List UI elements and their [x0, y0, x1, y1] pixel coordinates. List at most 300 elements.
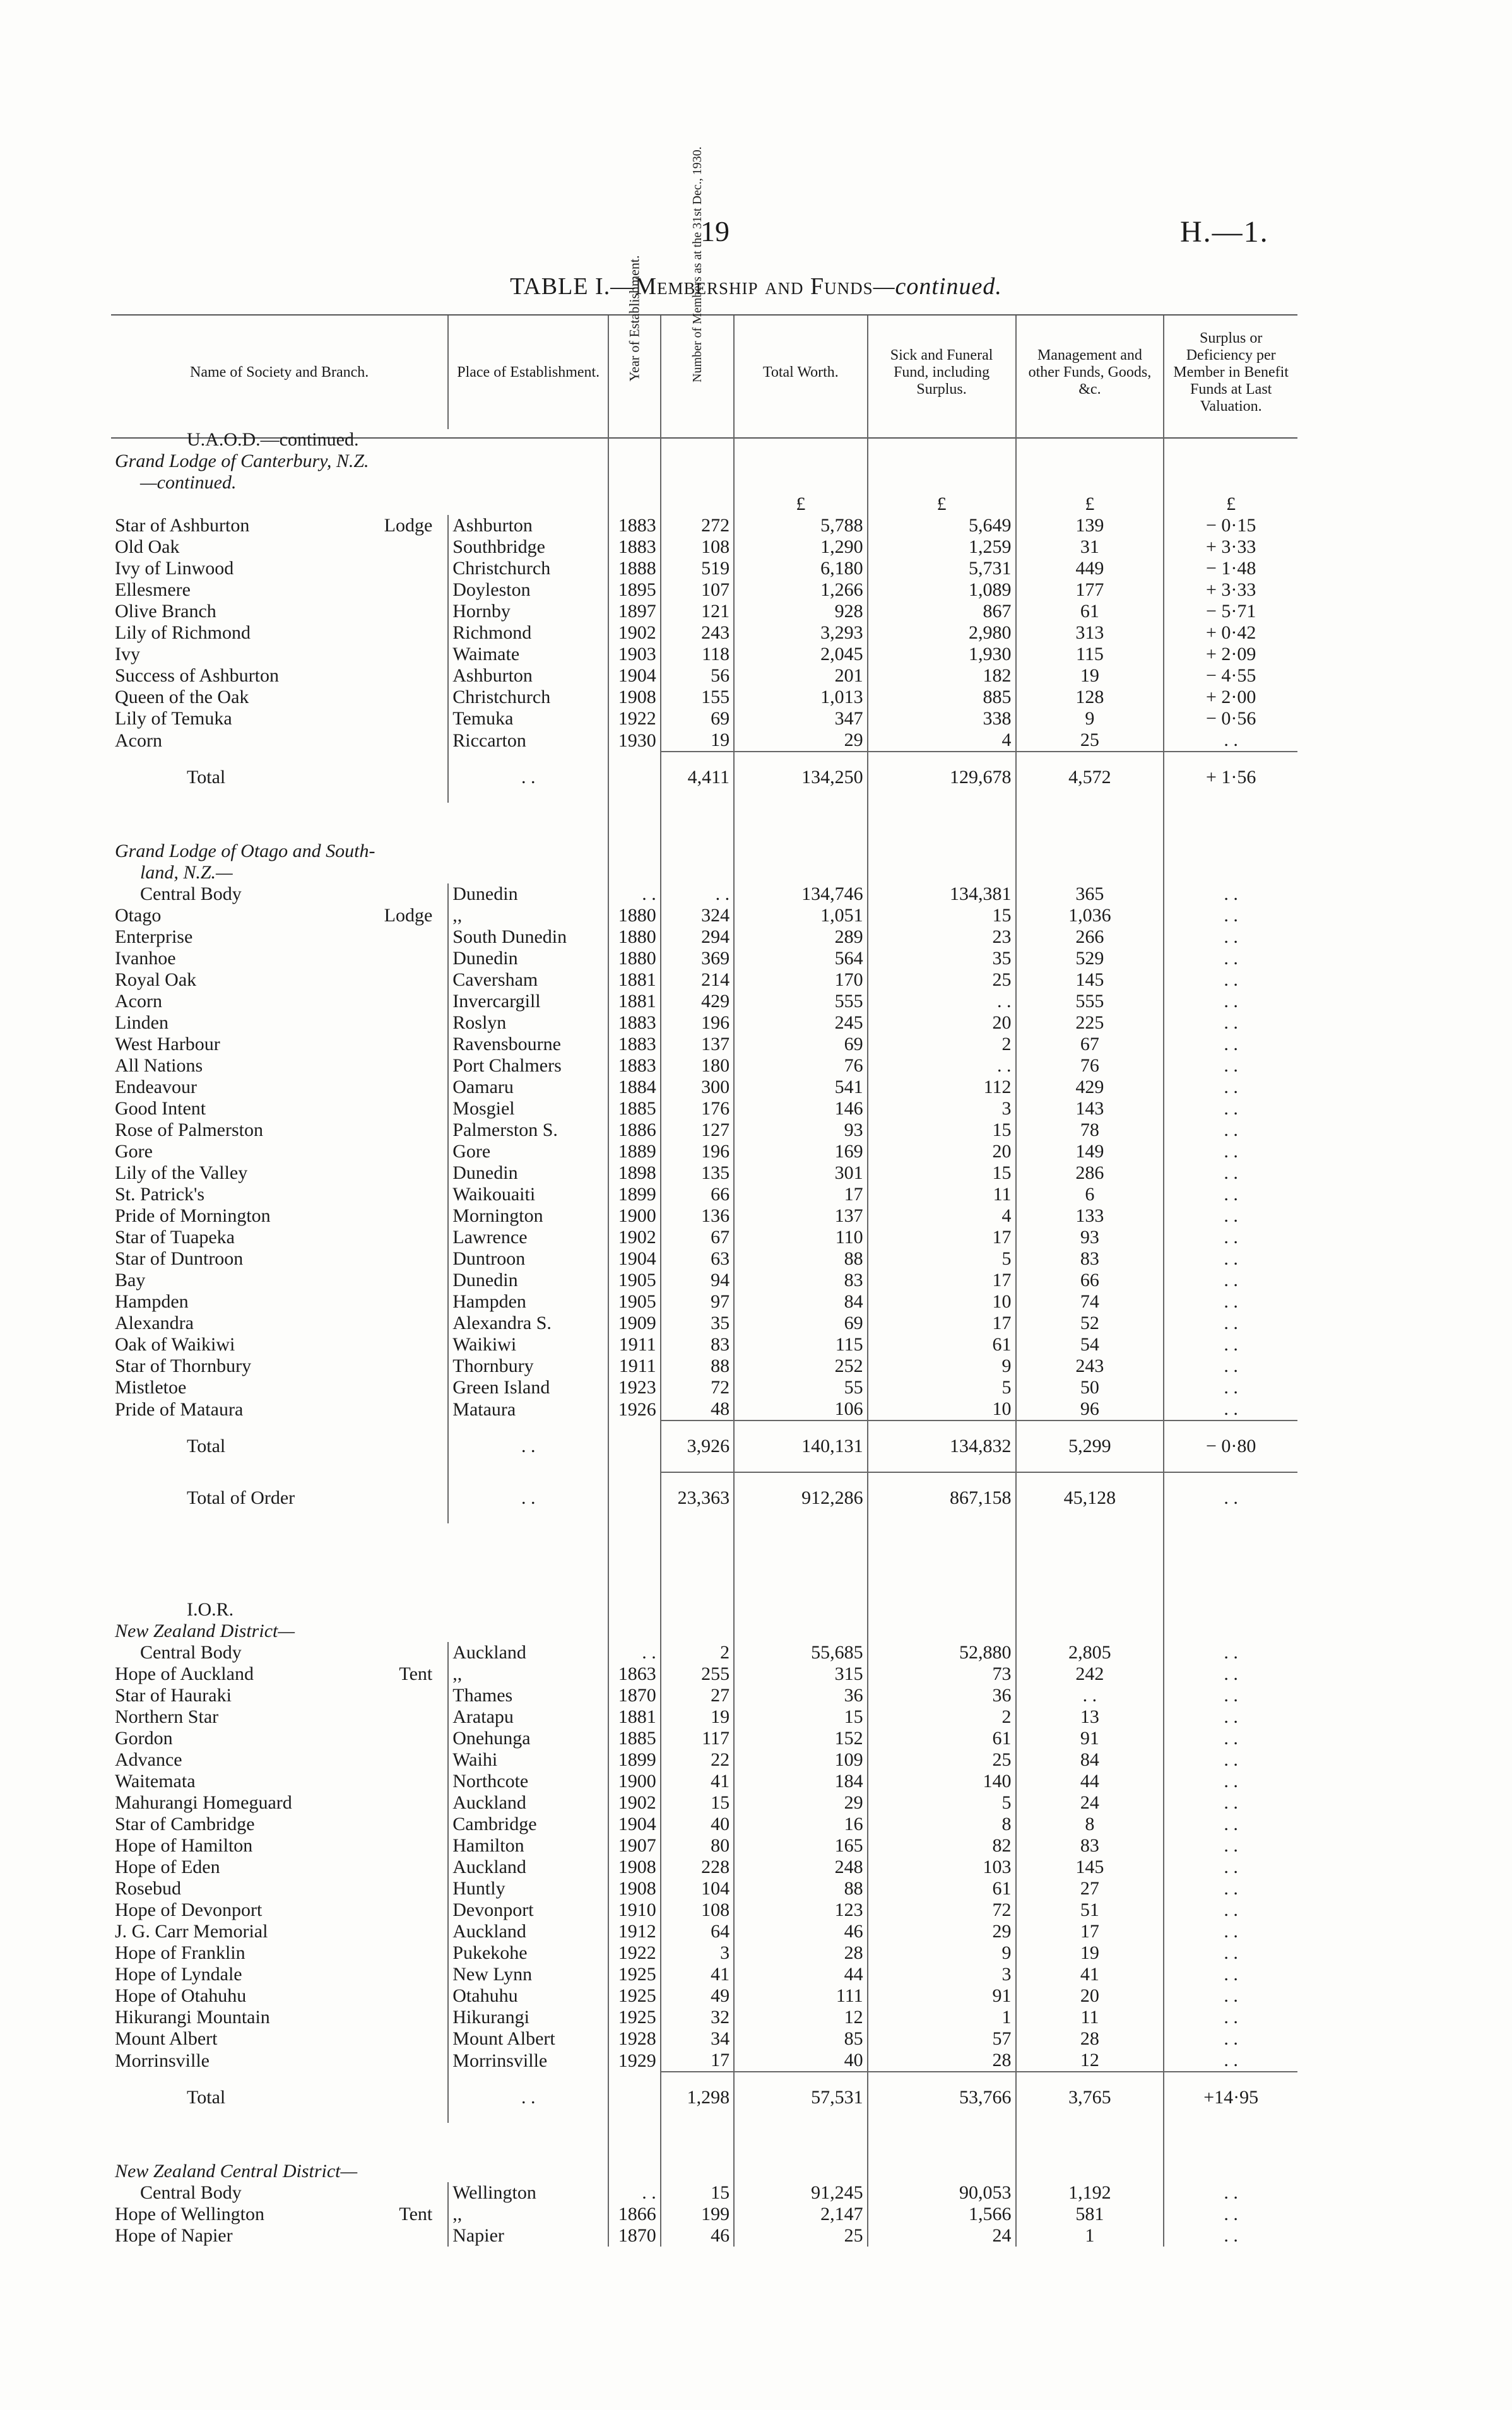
- branch-cell: 19: [661, 1706, 734, 1728]
- branch-cell: Ashburton: [448, 665, 608, 687]
- branch-row: [111, 1964, 1297, 1985]
- total-management: 5,299: [1016, 1421, 1164, 1472]
- branch-cell: . .: [1164, 1034, 1297, 1055]
- branch-cell: 255: [661, 1663, 734, 1685]
- empty-cell: [661, 472, 734, 493]
- branch-cell: 46: [734, 1921, 868, 1942]
- branch-cell: 294: [661, 926, 734, 948]
- branch-cell: . .: [1164, 1184, 1297, 1205]
- central-body-cell: 91,245: [734, 2182, 868, 2204]
- branch-cell: 165: [734, 1835, 868, 1857]
- branch-name: Gordon: [115, 1728, 173, 1749]
- branch-cell: 108: [661, 536, 734, 558]
- total-label: Total: [187, 766, 226, 788]
- branch-cell: 15: [868, 1119, 1016, 1141]
- branch-row: [111, 1334, 1297, 1356]
- branch-cell: 1889: [608, 1141, 661, 1162]
- branch-cell: . .: [1164, 1663, 1297, 1685]
- branch-cell: 1904: [608, 665, 661, 687]
- empty-cell: [111, 1523, 448, 1599]
- branch-cell: Mount Albert: [448, 2028, 608, 2050]
- branch-cell: 118: [661, 644, 734, 665]
- section-total-row: [111, 752, 1297, 803]
- branch-row: [111, 1814, 1297, 1835]
- branch-cell: . .: [1164, 1685, 1297, 1706]
- branch-row: [111, 601, 1297, 622]
- branch-cell: 44: [1016, 1771, 1164, 1792]
- total-surplus: +14·95: [1164, 2072, 1297, 2123]
- branch-cell: 184: [734, 1771, 868, 1792]
- empty-cell: [448, 1599, 608, 1621]
- branch-cell: 1900: [608, 1205, 661, 1227]
- empty-cell: [734, 429, 868, 451]
- empty-cell: [661, 429, 734, 451]
- branch-cell: 24: [868, 2225, 1016, 2247]
- branch-cell: . .: [1016, 1685, 1164, 1706]
- empty-cell: [1016, 2123, 1164, 2161]
- total-surplus: . .: [1164, 1472, 1297, 1523]
- total-sick: 129,678: [868, 752, 1016, 803]
- branch-name: Gore: [115, 1141, 153, 1162]
- empty-cell: [661, 1599, 734, 1621]
- branch-cell: 136: [661, 1205, 734, 1227]
- branch-row: [111, 948, 1297, 969]
- branch-cell: 177: [1016, 579, 1164, 601]
- branch-cell: Waihi: [448, 1749, 608, 1771]
- branch-cell: 28: [1016, 2028, 1164, 2050]
- total-sick: 867,158: [868, 1472, 1016, 1523]
- branch-row: [111, 1270, 1297, 1291]
- branch-cell: 1866: [608, 2204, 661, 2225]
- branch-row: [111, 1398, 1297, 1421]
- branch-row: [111, 1077, 1297, 1098]
- branch-row: [111, 536, 1297, 558]
- branch-cell: 52: [1016, 1313, 1164, 1334]
- branch-cell: . .: [1164, 905, 1297, 926]
- branch-cell: 1895: [608, 579, 661, 601]
- branch-name: Lily of Richmond: [115, 622, 251, 643]
- branch-cell: 1881: [608, 991, 661, 1012]
- branch-cell: 66: [661, 1184, 734, 1205]
- branch-name: Ellesmere: [115, 579, 191, 600]
- branch-cell: 137: [661, 1034, 734, 1055]
- branch-cell: 76: [734, 1055, 868, 1077]
- central-body-cell: Dunedin: [448, 883, 608, 905]
- central-body-cell: 15: [661, 2182, 734, 2204]
- section-total-row: [111, 2072, 1297, 2123]
- branch-cell: 885: [868, 687, 1016, 708]
- branch-row: [111, 1685, 1297, 1706]
- empty-cell: [734, 803, 868, 841]
- section-heading: [111, 1599, 1297, 1621]
- branch-cell: 1911: [608, 1356, 661, 1377]
- branch-cell: 1898: [608, 1162, 661, 1184]
- branch-cell: . .: [1164, 1098, 1297, 1119]
- branch-cell: 145: [1016, 969, 1164, 991]
- branch-cell: Dunedin: [448, 948, 608, 969]
- branch-cell: Hamilton: [448, 1835, 608, 1857]
- branch-cell: 88: [734, 1878, 868, 1899]
- branch-cell: Hikurangi: [448, 2007, 608, 2028]
- branch-cell: 108: [661, 1899, 734, 1921]
- branch-cell: 19: [661, 729, 734, 752]
- branch-cell: Duntroon: [448, 1248, 608, 1270]
- empty-cell: [608, 752, 661, 803]
- branch-cell: 1910: [608, 1899, 661, 1921]
- branch-cell: 64: [661, 1921, 734, 1942]
- branch-row: [111, 1034, 1297, 1055]
- branch-cell: 41: [661, 1771, 734, 1792]
- branch-name: Enterprise: [115, 926, 193, 947]
- branch-cell: 242: [1016, 1663, 1164, 1685]
- branch-cell: 1905: [608, 1270, 661, 1291]
- branch-cell: 29: [734, 1792, 868, 1814]
- branch-row: [111, 1313, 1297, 1334]
- total-members: 4,411: [661, 752, 734, 803]
- branch-cell: 1908: [608, 687, 661, 708]
- branch-cell: 48: [661, 1398, 734, 1421]
- branch-name: Rosebud: [115, 1878, 181, 1899]
- branch-cell: 1904: [608, 1814, 661, 1835]
- title-prefix: TABLE I.—: [510, 273, 635, 300]
- header-year: [608, 255, 661, 429]
- branch-cell: 369: [661, 948, 734, 969]
- section-heading: [111, 429, 1297, 451]
- branch-cell: 28: [868, 2050, 1016, 2072]
- branch-cell: 449: [1016, 558, 1164, 579]
- branch-cell: . .: [1164, 1835, 1297, 1857]
- branch-cell: Riccarton: [448, 729, 608, 752]
- branch-cell: 9: [1016, 708, 1164, 729]
- branch-cell: 57: [868, 2028, 1016, 2050]
- branch-cell: 24: [1016, 1792, 1164, 1814]
- branch-cell: 1880: [608, 905, 661, 926]
- branch-cell: 1900: [608, 1771, 661, 1792]
- section-subheading-cont: [111, 862, 1297, 883]
- branch-cell: 529: [1016, 948, 1164, 969]
- branch-cell: Northcote: [448, 1771, 608, 1792]
- branch-cell: 17: [868, 1227, 1016, 1248]
- branch-cell: 1,089: [868, 579, 1016, 601]
- branch-cell: 91: [868, 1985, 1016, 2007]
- branch-cell: 74: [1016, 1291, 1164, 1313]
- central-body-cell: Central Body: [140, 1642, 242, 1663]
- branch-cell: 115: [734, 1334, 868, 1356]
- branch-cell: 1,290: [734, 536, 868, 558]
- branch-cell: 27: [661, 1685, 734, 1706]
- branch-cell: 3: [868, 1964, 1016, 1985]
- branch-name: Bay: [115, 1270, 146, 1291]
- empty-cell: [1016, 803, 1164, 841]
- branch-name: Hope of Auckland Tent: [111, 1663, 448, 1685]
- empty-cell: [1016, 862, 1164, 883]
- branch-cell: 214: [661, 969, 734, 991]
- branch-row: [111, 926, 1297, 948]
- branch-cell: 104: [661, 1878, 734, 1899]
- branch-cell: 56: [661, 665, 734, 687]
- currency-symbol: £: [734, 493, 868, 515]
- branch-cell: Oamaru: [448, 1077, 608, 1098]
- branch-cell: 44: [734, 1964, 868, 1985]
- branch-cell: − 5·71: [1164, 601, 1297, 622]
- empty-cell: [1164, 1599, 1297, 1621]
- branch-cell: 6,180: [734, 558, 868, 579]
- branch-cell: . .: [1164, 729, 1297, 752]
- branch-name: Lily of the Valley: [115, 1162, 248, 1183]
- branch-cell: 84: [1016, 1749, 1164, 1771]
- empty-cell: [1016, 841, 1164, 862]
- branch-cell: . .: [1164, 1356, 1297, 1377]
- currency-symbol: £: [868, 493, 1016, 515]
- leader-dots: . .: [448, 1421, 608, 1472]
- branch-cell: 5: [868, 1377, 1016, 1398]
- branch-row: [111, 1141, 1297, 1162]
- empty-cell: [734, 451, 868, 472]
- branch-cell: 25: [734, 2225, 868, 2247]
- branch-cell: 243: [661, 622, 734, 644]
- empty-cell: [661, 451, 734, 472]
- empty-cell: [608, 1599, 661, 1621]
- branch-cell: 88: [661, 1356, 734, 1377]
- empty-cell: [868, 429, 1016, 451]
- branch-cell: 1888: [608, 558, 661, 579]
- empty-cell: [608, 803, 661, 841]
- empty-cell: [1016, 1599, 1164, 1621]
- branch-cell: 1885: [608, 1098, 661, 1119]
- branch-cell: 315: [734, 1663, 868, 1685]
- branch-cell: 140: [868, 1771, 1016, 1792]
- branch-name: Success of Ashburton: [115, 665, 279, 686]
- branch-name: Acorn: [115, 729, 162, 751]
- branch-cell: . .: [1164, 991, 1297, 1012]
- branch-cell: Southbridge: [448, 536, 608, 558]
- branch-cell: 564: [734, 948, 868, 969]
- branch-cell: 19: [1016, 665, 1164, 687]
- branch-cell: 107: [661, 579, 734, 601]
- branch-cell: 5: [868, 1792, 1016, 1814]
- leader-dots: . .: [448, 1472, 608, 1523]
- branch-cell: 1885: [608, 1728, 661, 1749]
- branch-cell: 49: [661, 1985, 734, 2007]
- branch-row: [111, 1942, 1297, 1964]
- branch-cell: 67: [661, 1227, 734, 1248]
- branch-cell: 83: [1016, 1835, 1164, 1857]
- document-reference: H.—1.: [1180, 215, 1269, 249]
- branch-cell: . .: [1164, 1313, 1297, 1334]
- branch-cell: 170: [734, 969, 868, 991]
- branch-cell: Thornbury: [448, 1356, 608, 1377]
- branch-name: Ivy: [115, 644, 140, 665]
- header-row: [111, 316, 1297, 429]
- empty-cell: [111, 493, 448, 515]
- total-members: 3,926: [661, 1421, 734, 1472]
- branch-name: Ivy of Linwood: [115, 558, 234, 579]
- branch-cell: 17: [661, 2050, 734, 2072]
- total-worth: 912,286: [734, 1472, 868, 1523]
- empty-cell: [1016, 2161, 1164, 2182]
- branch-cell: . .: [1164, 1706, 1297, 1728]
- branch-cell: 1870: [608, 1685, 661, 1706]
- branch-cell: . .: [1164, 1728, 1297, 1749]
- branch-cell: 85: [734, 2028, 868, 2050]
- branch-name: Hope of Lyndale: [115, 1964, 242, 1985]
- section-subheading: [111, 2161, 1297, 2182]
- branch-cell: 69: [661, 708, 734, 729]
- central-body-cell: Auckland: [448, 1642, 608, 1663]
- section-subheading: [111, 841, 1297, 862]
- branch-cell: South Dunedin: [448, 926, 608, 948]
- branch-cell: Christchurch: [448, 687, 608, 708]
- branch-cell: 29: [868, 1921, 1016, 1942]
- empty-cell: [661, 841, 734, 862]
- branch-cell: ,,: [448, 905, 608, 926]
- branch-cell: . .: [1164, 1857, 1297, 1878]
- branch-name: Morrinsville: [115, 2050, 210, 2071]
- branch-name: Advance: [115, 1749, 182, 1770]
- branch-cell: 73: [868, 1663, 1016, 1685]
- branch-row: [111, 1184, 1297, 1205]
- branch-cell: Waikouaiti: [448, 1184, 608, 1205]
- branch-cell: 145: [1016, 1857, 1164, 1878]
- total-worth: 140,131: [734, 1421, 868, 1472]
- branch-cell: 133: [1016, 1205, 1164, 1227]
- branch-cell: + 3·33: [1164, 536, 1297, 558]
- section-subheading-text: Grand Lodge of Canterbury, N.Z.: [115, 451, 369, 471]
- branch-cell: 34: [661, 2028, 734, 2050]
- branch-cell: 252: [734, 1356, 868, 1377]
- empty-cell: [734, 1599, 868, 1621]
- branch-cell: 182: [868, 665, 1016, 687]
- branch-cell: 17: [868, 1270, 1016, 1291]
- branch-cell: 1: [1016, 2225, 1164, 2247]
- branch-cell: 1902: [608, 1792, 661, 1814]
- central-body-cell: 134,746: [734, 883, 868, 905]
- branch-name: Queen of the Oak: [115, 687, 249, 707]
- branch-cell: 1: [868, 2007, 1016, 2028]
- branch-cell: 128: [1016, 687, 1164, 708]
- branch-name: Ivanhoe: [115, 948, 176, 969]
- branch-type-label: Tent: [399, 2204, 433, 2224]
- branch-row: [111, 1835, 1297, 1857]
- branch-cell: . .: [1164, 1985, 1297, 2007]
- branch-cell: Mataura: [448, 1398, 608, 1421]
- branch-cell: 199: [661, 2204, 734, 2225]
- branch-cell: 1883: [608, 515, 661, 536]
- branch-row: [111, 622, 1297, 644]
- section-subheading: [111, 451, 1297, 472]
- branch-cell: 6: [1016, 1184, 1164, 1205]
- branch-row: [111, 1012, 1297, 1034]
- empty-cell: [111, 803, 448, 841]
- branch-cell: − 1·48: [1164, 558, 1297, 579]
- branch-cell: 40: [661, 1814, 734, 1835]
- branch-cell: 17: [868, 1313, 1016, 1334]
- empty-cell: [1164, 862, 1297, 883]
- section-heading-text: U.A.O.D.—continued.: [187, 429, 359, 450]
- branch-name: Oak of Waikiwi: [115, 1334, 235, 1355]
- branch-cell: 2: [868, 1034, 1016, 1055]
- branch-cell: + 0·42: [1164, 622, 1297, 644]
- branch-cell: 83: [661, 1334, 734, 1356]
- branch-name: Hope of Franklin: [115, 1942, 245, 1963]
- branch-cell: . .: [1164, 1270, 1297, 1291]
- branch-cell: Auckland: [448, 1857, 608, 1878]
- empty-cell: [608, 1523, 661, 1599]
- empty-cell: [448, 803, 608, 841]
- branch-cell: 3: [868, 1098, 1016, 1119]
- branch-cell: 1922: [608, 708, 661, 729]
- branch-cell: 2,147: [734, 2204, 868, 2225]
- section-heading-text: I.O.R.: [187, 1599, 234, 1620]
- branch-row: [111, 1119, 1297, 1141]
- branch-cell: 1930: [608, 729, 661, 752]
- branch-cell: 25: [868, 969, 1016, 991]
- branch-type-label: Tent: [399, 1663, 433, 1684]
- section-spacer: [111, 803, 1297, 841]
- branch-cell: 146: [734, 1098, 868, 1119]
- branch-cell: . .: [1164, 2028, 1297, 2050]
- branch-name: Star of Tuapeka: [115, 1227, 235, 1248]
- branch-row: [111, 1792, 1297, 1814]
- branch-cell: 15: [868, 1162, 1016, 1184]
- header-name: Name of Society and Branch.: [190, 363, 369, 381]
- branch-cell: 429: [661, 991, 734, 1012]
- central-body-row: [111, 883, 1297, 905]
- total-sick: 53,766: [868, 2072, 1016, 2123]
- branch-cell: 1,930: [868, 644, 1016, 665]
- total-surplus: + 1·56: [1164, 752, 1297, 803]
- branch-name: Royal Oak: [115, 969, 197, 990]
- leader-dots: . .: [448, 2072, 608, 2123]
- branch-name: Mount Albert: [115, 2028, 218, 2049]
- branch-cell: Lawrence: [448, 1227, 608, 1248]
- leader-dots: . .: [448, 752, 608, 803]
- empty-cell: [868, 862, 1016, 883]
- empty-cell: [1016, 451, 1164, 472]
- empty-cell: [111, 2123, 448, 2161]
- empty-cell: [608, 451, 661, 472]
- branch-row: [111, 1356, 1297, 1377]
- branch-cell: 1870: [608, 2225, 661, 2247]
- branch-type-label: Lodge: [384, 905, 433, 926]
- central-body-cell: . .: [1164, 883, 1297, 905]
- branch-cell: 2,045: [734, 644, 868, 665]
- branch-cell: Richmond: [448, 622, 608, 644]
- empty-cell: [1016, 1523, 1164, 1599]
- empty-cell: [868, 841, 1016, 862]
- branch-cell: . .: [1164, 1398, 1297, 1421]
- branch-name: Hope of Otahuhu: [115, 1985, 247, 2006]
- total-worth: 134,250: [734, 752, 868, 803]
- empty-cell: [1164, 1621, 1297, 1642]
- empty-cell: [734, 472, 868, 493]
- branch-name: Mistletoe: [115, 1377, 187, 1398]
- branch-cell: Dunedin: [448, 1162, 608, 1184]
- branch-cell: 5,731: [868, 558, 1016, 579]
- empty-cell: [734, 841, 868, 862]
- branch-cell: 196: [661, 1141, 734, 1162]
- branch-cell: Hampden: [448, 1291, 608, 1313]
- branch-cell: 1880: [608, 948, 661, 969]
- branch-cell: . .: [1164, 1792, 1297, 1814]
- branch-cell: 4: [868, 1205, 1016, 1227]
- central-body-cell: . .: [661, 883, 734, 905]
- branch-cell: 10: [868, 1291, 1016, 1313]
- branch-cell: + 3·33: [1164, 579, 1297, 601]
- branch-cell: Auckland: [448, 1792, 608, 1814]
- branch-cell: Mornington: [448, 1205, 608, 1227]
- empty-cell: [448, 1523, 608, 1599]
